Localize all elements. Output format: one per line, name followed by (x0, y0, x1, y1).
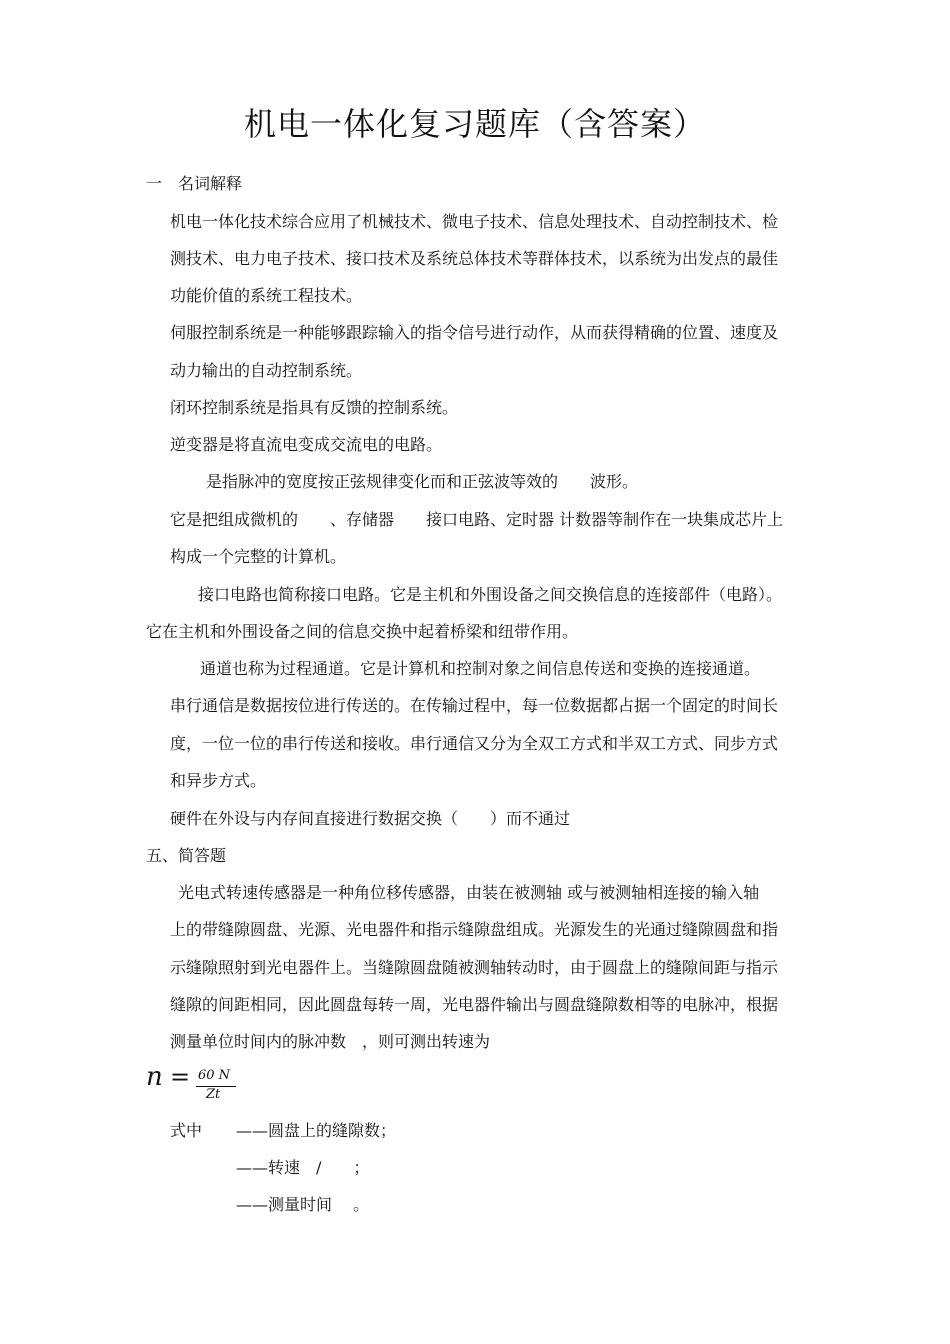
paragraph-line: 度，一位一位的串行传送和接收。串行通信又分为全双工方式和半双工方式、同步方式 (170, 734, 779, 753)
speed-formula (146, 1062, 266, 1106)
paragraph-line: 机电一体化技术综合应用了机械技术、微电子技术、信息处理技术、自动控制技术、检 (170, 212, 779, 231)
paragraph-line: 硬件在外设与内存间直接进行数据交换（ ）而不通过 (170, 809, 571, 828)
paragraph-line: 闭环控制系统是指具有反馈的控制系统。 (170, 398, 459, 417)
formula-equals: = (170, 1063, 191, 1091)
paragraph-line: 测量单位时间内的脉冲数 ，则可测出转速为 (170, 1032, 491, 1051)
paragraph-line: 功能价值的系统工程技术。 (170, 286, 363, 305)
section-heading-terms: 一 名词解释 (146, 174, 243, 193)
paragraph-line: 通道也称为过程通道。它是计算机和控制对象之间信息传送和变换的连接通道。 (200, 659, 761, 678)
paragraph-line: 示缝隙照射到光电器件上。当缝隙圆盘随被测轴转动时，由于圆盘上的缝隙间距与指示 (170, 958, 779, 977)
page-title: 机电一体化复习题库（含答案） (243, 105, 706, 143)
where-item: ——圆盘上的缝隙数； (236, 1121, 397, 1140)
paragraph-line: 伺服控制系统是一种能够跟踪输入的指令信号进行动作，从而获得精确的位置、速度及 (170, 323, 779, 342)
paragraph-line: 动力输出的自动控制系统。 (170, 361, 363, 380)
paragraph-line: 它是把组成微机的 、存储器 接口电路、定时器 计数器等制作在一块集成芯片上 (170, 510, 784, 529)
formula-denominator: Zt (206, 1087, 221, 1102)
paragraph-line: 是指脉冲的宽度按正弦规律变化而和正弦波等效的 波形。 (206, 472, 639, 491)
paragraph-line: 上的带缝隙圆盘、光源、光电器件和指示缝隙盘组成。光源发生的光通过缝隙圆盘和指 (170, 920, 779, 939)
where-item: ——转速 / ； (236, 1158, 370, 1177)
where-item: ——测量时间 。 (236, 1195, 370, 1214)
section-heading-short-answer: 五、简答题 (146, 846, 227, 865)
paragraph-line: 它在主机和外围设备之间的信息交换中起着桥梁和纽带作用。 (146, 622, 579, 641)
paragraph-line: 测技术、电力电子技术、接口技术及系统总体技术等群体技术，以系统为出发点的最佳 (170, 249, 779, 268)
paragraph-line: 逆变器是将直流电变成交流电的电路。 (170, 435, 443, 454)
where-label: 式中 (170, 1121, 203, 1140)
paragraph-line: 缝隙的间距相同，因此圆盘每转一周，光电器件输出与圆盘缝隙数相等的电脉冲，根据 (170, 995, 779, 1014)
paragraph-line: 和异步方式。 (170, 771, 267, 790)
formula-numerator: 60 N (198, 1068, 231, 1083)
formula-lhs: n (146, 1062, 163, 1092)
paragraph-line: 接口电路也简称接口电路。它是主机和外围设备之间交换信息的连接部件（电路）。 (198, 585, 783, 604)
paragraph-line: 光电式转速传感器是一种角位移传感器，由装在被测轴 或与被测轴相连接的输入轴 (178, 883, 760, 902)
paragraph-line: 串行通信是数据按位进行传送的。在传输过程中，每一位数据都占据一个固定的时间长 (170, 696, 779, 715)
paragraph-line: 构成一个完整的计算机。 (170, 547, 347, 566)
